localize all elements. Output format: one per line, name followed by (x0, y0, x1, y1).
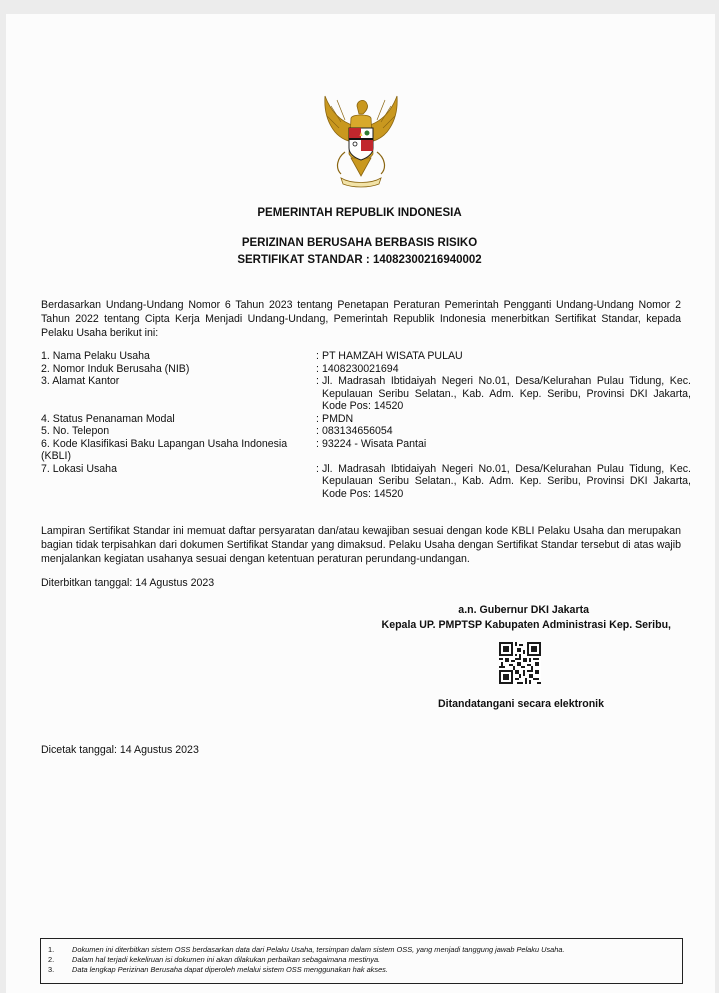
detail-separator: : (316, 462, 319, 475)
detail-label: 7. Lokasi Usaha (41, 462, 117, 475)
permit-title: PERIZINAN BERUSAHA BERBASIS RISIKO (241, 237, 478, 249)
detail-value: PMDN (322, 412, 354, 425)
detail-label: 4. Status Penanaman Modal (41, 412, 175, 425)
detail-value: 93224 - Wisata Pantai (322, 437, 427, 450)
detail-separator: : (316, 425, 319, 437)
footnote-number: 2. (48, 955, 55, 964)
footnote-number: 1. (48, 945, 55, 954)
footnote-text: Dalam hal terjadi kekeliruan isi dokumen ini akan dilakukan perbaikan sebagaimana mestinya. (72, 955, 381, 964)
detail-value: PT HAMZAH WISATA PULAU (322, 350, 463, 362)
electronic-signature-note: Ditandatangani secara elektronik (437, 698, 605, 710)
footnote-item (41, 965, 682, 975)
certificate-number: SERTIFIKAT STANDAR : 14082300216940002 (237, 254, 482, 266)
detail-separator: : (316, 412, 319, 425)
intro-paragraph: Berdasarkan Undang-Undang Nomor 6 Tahun 2023 tentang Penetapan Peraturan Pemerintah Pengganti Undang-Undang Nomor 2 Tahun 2022 tentang Cipta Kerja Menjadi Undang-Undang, Pemerintah Republik Indonesia menerbitkan Sertifikat Standar, kepada Pelaku Usaha berikut ini: (41, 299, 681, 339)
detail-label: 6. Kode Klasifikasi Baku Lapangan Usaha Indonesia (KBLI) (41, 437, 288, 462)
signature-on-behalf: a.n. Gubernur DKI Jakarta (458, 604, 589, 616)
detail-row (41, 363, 691, 376)
detail-value: 1408230021694 (322, 362, 399, 375)
detail-row (41, 413, 691, 426)
attachment-paragraph: Lampiran Sertifikat Standar ini memuat daftar persyaratan dan/atau kewajiban sesuai dengan kode KBLI Pelaku Usaha dan merupakan bagian tidak terpisahkan dari dokumen Sertifikat Standar yang dimaksud. Pelaku Usaha dengan Sertifikat Standar tersebut di atas wajib menjalankan kegiatan usahanya sesuai dengan ketentuan peraturan perundang-undangan. (41, 525, 681, 565)
detail-row (41, 425, 691, 438)
footnote-number: 3. (48, 965, 55, 974)
detail-separator: : (316, 362, 319, 375)
detail-separator: : (316, 375, 319, 387)
government-title: PEMERINTAH REPUBLIK INDONESIA (257, 207, 462, 219)
issued-date: Diterbitkan tanggal: 14 Agustus 2023 (41, 577, 215, 589)
footnote-text: Dokumen ini diterbitkan sistem OSS berdasarkan data dari Pelaku Usaha, tersimpan dalam sistem OSS, yang menjadi tanggung jawab Pelaku Usaha. (72, 945, 565, 954)
footnote-item (41, 945, 682, 955)
signature-official: Kepala UP. PMPTSP Kabupaten Administrasi Kep. Seribu, (381, 619, 671, 631)
footnote-box (40, 938, 683, 984)
footnote-item (41, 955, 682, 965)
printed-date: Dicetak tanggal: 14 Agustus 2023 (41, 744, 199, 756)
detail-separator: : (316, 437, 319, 450)
detail-row (41, 350, 691, 363)
detail-value: 083134656054 (322, 425, 393, 437)
detail-row (41, 463, 691, 501)
detail-row (41, 375, 691, 413)
detail-value: Jl. Madrasah Ibtidaiyah Negeri No.01, Desa/Kelurahan Pulau Tidung, Kec. Kepulauan Seribu Selatan., Kab. Adm. Kep. Seribu, Provinsi DKI Jakarta, Kode Pos: 14520 (322, 462, 691, 500)
detail-label: 2. Nomor Induk Berusaha (NIB) (41, 362, 190, 375)
detail-separator: : (316, 350, 319, 362)
detail-label: 5. No. Telepon (41, 425, 110, 437)
business-details (41, 350, 691, 500)
garuda-emblem-icon (311, 92, 411, 192)
detail-row (41, 438, 691, 463)
detail-label: 3. Alamat Kantor (41, 375, 120, 387)
detail-value: Jl. Madrasah Ibtidaiyah Negeri No.01, Desa/Kelurahan Pulau Tidung, Kec. Kepulauan Seribu Selatan., Kab. Adm. Kep. Seribu, Provinsi DKI Jakarta, Kode Pos: 14520 (322, 375, 691, 412)
detail-label: 1. Nama Pelaku Usaha (41, 350, 150, 362)
qr-code-icon (499, 642, 541, 684)
footnote-text: Data lengkap Perizinan Berusaha dapat diperoleh melalui sistem OSS menggunakan hak akses. (72, 965, 388, 974)
